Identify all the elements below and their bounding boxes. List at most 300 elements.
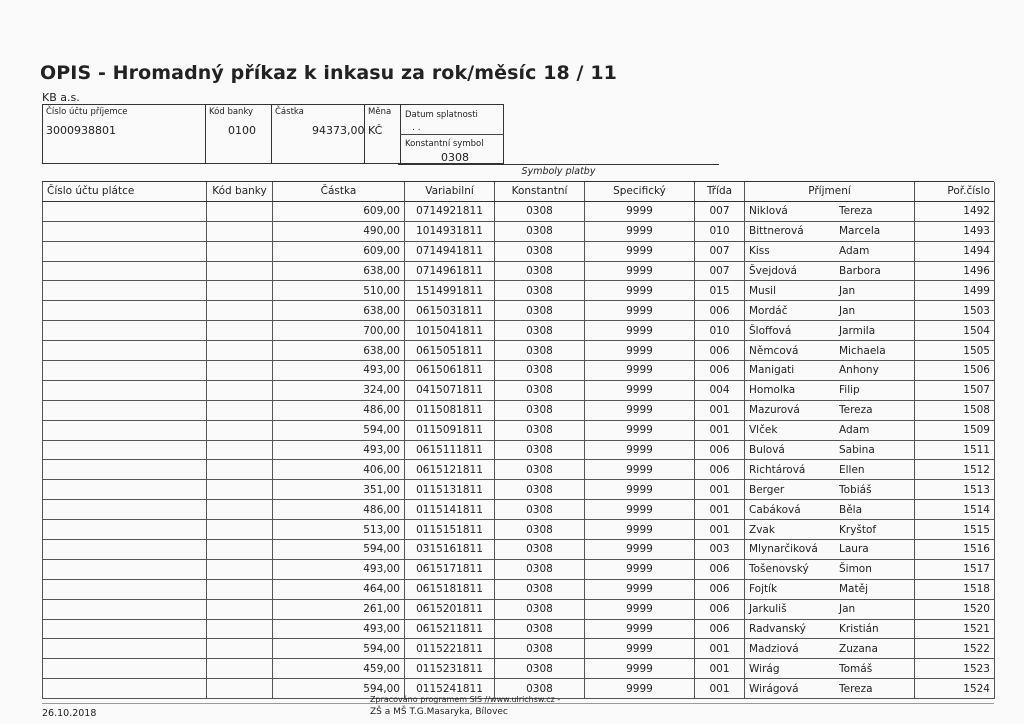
bank-name: KB a.s. (42, 91, 80, 104)
cell-constant-symbol: 0308 (495, 221, 585, 241)
cell-specific-symbol: 9999 (585, 341, 695, 361)
cell-name (745, 460, 915, 480)
cell-payer-account (43, 420, 207, 440)
surname: Mordáč (749, 304, 788, 317)
cell-variable-symbol: 1014931811 (405, 221, 495, 241)
cell-order-number: 1524 (915, 679, 995, 699)
cell-payer-account (43, 361, 207, 381)
recipient-account-value: 3000938801 (46, 124, 116, 137)
cell-amount: 638,00 (273, 261, 405, 281)
table-row (43, 639, 995, 659)
cell-constant-symbol: 0308 (495, 380, 585, 400)
col-header-order-number: Poř.číslo (915, 182, 995, 201)
cell-specific-symbol: 9999 (585, 221, 695, 241)
recipient-account-label: Číslo účtu příjemce (46, 107, 128, 117)
cell-name (745, 281, 915, 301)
cell-bank-code (207, 639, 273, 659)
cell-name (745, 520, 915, 540)
cell-variable-symbol: 0615181811 (405, 579, 495, 599)
surname: Madziová (749, 642, 799, 655)
cell-class: 006 (695, 440, 745, 460)
cell-name (745, 221, 915, 241)
cell-payer-account (43, 520, 207, 540)
cell-name (745, 599, 915, 619)
cell-specific-symbol: 9999 (585, 599, 695, 619)
cell-class: 003 (695, 540, 745, 560)
surname: Kiss (749, 245, 770, 258)
cell-variable-symbol: 0714921811 (405, 201, 495, 221)
cell-order-number: 1512 (915, 460, 995, 480)
cell-class: 007 (695, 241, 745, 261)
cell-constant-symbol: 0308 (495, 201, 585, 221)
cell-order-number: 1515 (915, 520, 995, 540)
constant-symbol-label: Konstantní symbol (405, 139, 484, 149)
cell-payer-account (43, 301, 207, 321)
cell-bank-code (207, 559, 273, 579)
cell-amount: 486,00 (273, 400, 405, 420)
cell-specific-symbol: 9999 (585, 579, 695, 599)
table-row (43, 619, 995, 639)
cell-name (745, 500, 915, 520)
cell-order-number: 1493 (915, 221, 995, 241)
table-header-row (43, 182, 995, 201)
cell-class: 006 (695, 559, 745, 579)
cell-amount: 493,00 (273, 559, 405, 579)
cell-amount: 594,00 (273, 420, 405, 440)
cell-constant-symbol: 0308 (495, 579, 585, 599)
cell-constant-symbol: 0308 (495, 261, 585, 281)
cell-specific-symbol: 9999 (585, 440, 695, 460)
col-header-surname: Příjmení (745, 182, 915, 201)
first-name: Barbora (839, 265, 881, 277)
cell-order-number: 1522 (915, 639, 995, 659)
table-row (43, 321, 995, 341)
cell-variable-symbol: 0115241811 (405, 679, 495, 699)
surname: Bittnerová (749, 225, 804, 238)
cell-name (745, 639, 915, 659)
table-row (43, 420, 995, 440)
cell-name (745, 440, 915, 460)
col-header-payer-account: Číslo účtu plátce (43, 182, 207, 201)
cell-name (745, 559, 915, 579)
table-row (43, 659, 995, 679)
surname: Niklová (749, 205, 788, 218)
cell-constant-symbol: 0308 (495, 599, 585, 619)
cell-name (745, 480, 915, 500)
cell-class: 007 (695, 201, 745, 221)
cell-payer-account (43, 639, 207, 659)
surname: Němcová (749, 344, 799, 357)
first-name: Kryštof (839, 523, 877, 536)
cell-order-number: 1507 (915, 380, 995, 400)
cell-name (745, 201, 915, 221)
cell-constant-symbol: 0308 (495, 341, 585, 361)
cell-payer-account (43, 619, 207, 639)
cell-bank-code (207, 261, 273, 281)
cell-constant-symbol: 0308 (495, 361, 585, 381)
cell-bank-code (207, 480, 273, 500)
cell-class: 006 (695, 460, 745, 480)
cell-constant-symbol: 0308 (495, 559, 585, 579)
surname: Radvanský (749, 623, 806, 636)
currency-label: Měna (368, 107, 392, 117)
cell-name (745, 619, 915, 639)
cell-name (745, 420, 915, 440)
cell-name (745, 301, 915, 321)
cell-bank-code (207, 301, 273, 321)
cell-variable-symbol: 0615061811 (405, 361, 495, 381)
cell-name (745, 341, 915, 361)
cell-name (745, 361, 915, 381)
first-name: Tereza (839, 205, 873, 218)
surname: Wirág (749, 662, 780, 675)
first-name: Jan (839, 284, 856, 297)
table-row (43, 361, 995, 381)
cell-specific-symbol: 9999 (585, 520, 695, 540)
cell-class: 001 (695, 639, 745, 659)
cell-order-number: 1496 (915, 261, 995, 281)
surname: Jarkuliš (749, 603, 787, 616)
cell-class: 001 (695, 420, 745, 440)
cell-order-number: 1499 (915, 281, 995, 301)
first-name: Tereza (839, 682, 873, 695)
cell-constant-symbol: 0308 (495, 639, 585, 659)
cell-class: 010 (695, 321, 745, 341)
surname: Mlynarčiková (749, 543, 818, 556)
cell-constant-symbol: 0308 (495, 241, 585, 261)
cell-amount: 351,00 (273, 480, 405, 500)
cell-constant-symbol: 0308 (495, 301, 585, 321)
surname: Musil (749, 284, 777, 297)
first-name: Tobiáš (839, 483, 872, 496)
cell-constant-symbol: 0308 (495, 679, 585, 699)
cell-class: 006 (695, 579, 745, 599)
cell-variable-symbol: 0615201811 (405, 599, 495, 619)
table-row (43, 341, 995, 361)
cell-class: 001 (695, 480, 745, 500)
first-name: Jarmila (839, 324, 876, 337)
cell-payer-account (43, 460, 207, 480)
cell-amount: 486,00 (273, 500, 405, 520)
due-date-divider (400, 134, 504, 135)
cell-order-number: 1523 (915, 659, 995, 679)
cell-specific-symbol: 9999 (585, 500, 695, 520)
cell-variable-symbol: 0115231811 (405, 659, 495, 679)
cell-specific-symbol: 9999 (585, 380, 695, 400)
cell-order-number: 1513 (915, 480, 995, 500)
cell-constant-symbol: 0308 (495, 659, 585, 679)
cell-payer-account (43, 440, 207, 460)
cell-class: 006 (695, 619, 745, 639)
cell-specific-symbol: 9999 (585, 361, 695, 381)
cell-constant-symbol: 0308 (495, 480, 585, 500)
first-name: Sabina (839, 444, 875, 457)
surname: Manigati (749, 364, 795, 377)
cell-payer-account (43, 281, 207, 301)
cell-variable-symbol: 0115091811 (405, 420, 495, 440)
cell-bank-code (207, 201, 273, 221)
cell-specific-symbol: 9999 (585, 241, 695, 261)
cell-bank-code (207, 281, 273, 301)
surname: Homolka (749, 384, 796, 397)
currency-value: KČ (368, 124, 383, 137)
cell-payer-account (43, 579, 207, 599)
cell-constant-symbol: 0308 (495, 420, 585, 440)
cell-payer-account (43, 341, 207, 361)
cell-variable-symbol: 0115081811 (405, 400, 495, 420)
cell-order-number: 1520 (915, 599, 995, 619)
cell-bank-code (207, 579, 273, 599)
cell-class: 007 (695, 261, 745, 281)
cell-variable-symbol: 0615121811 (405, 460, 495, 480)
cell-variable-symbol: 1015041811 (405, 321, 495, 341)
cell-payer-account (43, 679, 207, 699)
cell-specific-symbol: 9999 (585, 201, 695, 221)
cell-variable-symbol: 0714961811 (405, 261, 495, 281)
cell-order-number: 1511 (915, 440, 995, 460)
cell-payer-account (43, 659, 207, 679)
cell-constant-symbol: 0308 (495, 619, 585, 639)
cell-payer-account (43, 380, 207, 400)
table-row (43, 579, 995, 599)
cell-order-number: 1492 (915, 201, 995, 221)
surname: Vlček (749, 424, 778, 437)
cell-bank-code (207, 500, 273, 520)
cell-order-number: 1508 (915, 400, 995, 420)
cell-class: 015 (695, 281, 745, 301)
cell-bank-code (207, 659, 273, 679)
cell-amount: 261,00 (273, 599, 405, 619)
first-name: Zuzana (839, 642, 878, 655)
first-name: Běla (839, 503, 863, 516)
table-body (43, 201, 995, 698)
cell-order-number: 1504 (915, 321, 995, 341)
surname: Tošenovský (749, 563, 809, 576)
cell-name (745, 400, 915, 420)
col-header-class: Třída (695, 182, 745, 201)
cell-amount: 513,00 (273, 520, 405, 540)
cell-constant-symbol: 0308 (495, 520, 585, 540)
table-row (43, 500, 995, 520)
table-row (43, 540, 995, 560)
cell-amount: 700,00 (273, 321, 405, 341)
cell-specific-symbol: 9999 (585, 540, 695, 560)
cell-order-number: 1503 (915, 301, 995, 321)
cell-payer-account (43, 221, 207, 241)
first-name: Marcela (839, 225, 881, 238)
surname: Richtárová (749, 463, 806, 476)
cell-constant-symbol: 0308 (495, 460, 585, 480)
cell-variable-symbol: 0615211811 (405, 619, 495, 639)
cell-amount: 490,00 (273, 221, 405, 241)
cell-specific-symbol: 9999 (585, 420, 695, 440)
cell-constant-symbol: 0308 (495, 400, 585, 420)
cell-payer-account (43, 321, 207, 341)
cell-variable-symbol: 0615171811 (405, 559, 495, 579)
cell-constant-symbol: 0308 (495, 540, 585, 560)
first-name: Jan (839, 603, 856, 616)
cell-amount: 324,00 (273, 380, 405, 400)
cell-variable-symbol: 0615051811 (405, 341, 495, 361)
cell-variable-symbol: 0115151811 (405, 520, 495, 540)
footer-processed-by: Zpracováno programem SIS //www.ulrichsw.cz - (370, 695, 561, 704)
document-date: 26.10.2018 (42, 708, 97, 719)
surname: Berger (749, 483, 785, 496)
table-row (43, 261, 995, 281)
cell-amount: 464,00 (273, 579, 405, 599)
col-header-amount: Částka (273, 182, 405, 201)
surname: Wirágová (749, 682, 799, 695)
col-header-variable: Variabilní (405, 182, 495, 201)
table-row (43, 520, 995, 540)
cell-specific-symbol: 9999 (585, 480, 695, 500)
cell-bank-code (207, 400, 273, 420)
cell-name (745, 261, 915, 281)
cell-order-number: 1505 (915, 341, 995, 361)
cell-bank-code (207, 520, 273, 540)
cell-bank-code (207, 599, 273, 619)
cell-class: 006 (695, 361, 745, 381)
cell-specific-symbol: 9999 (585, 321, 695, 341)
first-name: Matěj (839, 583, 868, 596)
first-name: Anhony (839, 364, 879, 377)
cell-name (745, 679, 915, 699)
first-name: Tereza (839, 404, 873, 417)
cell-specific-symbol: 9999 (585, 559, 695, 579)
table-row (43, 559, 995, 579)
cell-order-number: 1514 (915, 500, 995, 520)
cell-class: 006 (695, 599, 745, 619)
cell-constant-symbol: 0308 (495, 281, 585, 301)
cell-constant-symbol: 0308 (495, 321, 585, 341)
cell-name (745, 540, 915, 560)
cell-bank-code (207, 321, 273, 341)
cell-amount: 609,00 (273, 201, 405, 221)
cell-amount: 493,00 (273, 619, 405, 639)
cell-payer-account (43, 400, 207, 420)
first-name: Šimon (839, 563, 872, 576)
cell-bank-code (207, 440, 273, 460)
cell-variable-symbol: 0714941811 (405, 241, 495, 261)
cell-class: 001 (695, 520, 745, 540)
table-row (43, 599, 995, 619)
table-row (43, 301, 995, 321)
first-name: Laura (839, 543, 869, 556)
cell-payer-account (43, 500, 207, 520)
cell-amount: 510,00 (273, 281, 405, 301)
cell-order-number: 1517 (915, 559, 995, 579)
cell-variable-symbol: 0315161811 (405, 540, 495, 560)
cell-amount: 406,00 (273, 460, 405, 480)
cell-amount: 594,00 (273, 540, 405, 560)
surname: Šloffová (749, 324, 792, 337)
cell-bank-code (207, 679, 273, 699)
due-date-value: . . (412, 123, 421, 133)
table-row (43, 281, 995, 301)
cell-bank-code (207, 619, 273, 639)
cell-name (745, 659, 915, 679)
cell-amount: 609,00 (273, 241, 405, 261)
table-row (43, 400, 995, 420)
cell-payer-account (43, 559, 207, 579)
cell-variable-symbol: 0115221811 (405, 639, 495, 659)
table-row (43, 460, 995, 480)
cell-variable-symbol: 0415071811 (405, 380, 495, 400)
cell-name (745, 579, 915, 599)
cell-class: 004 (695, 380, 745, 400)
cell-class: 001 (695, 659, 745, 679)
first-name: Adam (839, 424, 870, 437)
cell-class: 001 (695, 400, 745, 420)
cell-specific-symbol: 9999 (585, 679, 695, 699)
cell-specific-symbol: 9999 (585, 619, 695, 639)
cell-amount: 493,00 (273, 440, 405, 460)
cell-variable-symbol: 0615031811 (405, 301, 495, 321)
surname: Zvak (749, 523, 775, 536)
cell-amount: 638,00 (273, 301, 405, 321)
cell-variable-symbol: 0615111811 (405, 440, 495, 460)
cell-payer-account (43, 201, 207, 221)
cell-specific-symbol: 9999 (585, 261, 695, 281)
cell-class: 010 (695, 221, 745, 241)
first-name: Filip (839, 384, 860, 397)
table-row (43, 380, 995, 400)
cell-constant-symbol: 0308 (495, 440, 585, 460)
table-row (43, 201, 995, 221)
cell-variable-symbol: 1514991811 (405, 281, 495, 301)
cell-class: 001 (695, 679, 745, 699)
cell-specific-symbol: 9999 (585, 301, 695, 321)
cell-payer-account (43, 261, 207, 281)
cell-variable-symbol: 0115141811 (405, 500, 495, 520)
first-name: Adam (839, 245, 870, 258)
cell-name (745, 241, 915, 261)
cell-order-number: 1506 (915, 361, 995, 381)
cell-class: 006 (695, 301, 745, 321)
surname: Fojtík (749, 583, 778, 596)
cell-bank-code (207, 380, 273, 400)
cell-amount: 638,00 (273, 341, 405, 361)
cell-amount: 459,00 (273, 659, 405, 679)
surname: Bulová (749, 444, 785, 457)
cell-specific-symbol: 9999 (585, 639, 695, 659)
cell-bank-code (207, 540, 273, 560)
payments-table (42, 182, 995, 699)
table-row (43, 221, 995, 241)
first-name: Tomáš (839, 662, 873, 675)
symbols-group-label: Symboly platby (521, 166, 596, 177)
footer-school-name: ZŠ a MŠ T.G.Masaryka, Bílovec (370, 707, 508, 717)
cell-specific-symbol: 9999 (585, 659, 695, 679)
col-header-constant: Konstantní (495, 182, 585, 201)
page-title: OPIS - Hromadný příkaz k inkasu za rok/měsíc 18 / 11 (40, 62, 617, 84)
cell-bank-code (207, 361, 273, 381)
bank-code-value: 0100 (228, 124, 256, 137)
cell-payer-account (43, 241, 207, 261)
cell-amount: 594,00 (273, 679, 405, 699)
col-header-bank-code: Kód banky (207, 182, 273, 201)
cell-payer-account (43, 480, 207, 500)
amount-label: Částka (275, 107, 304, 117)
cell-class: 001 (695, 500, 745, 520)
constant-symbol-value: 0308 (441, 151, 469, 164)
cell-bank-code (207, 341, 273, 361)
cell-bank-code (207, 221, 273, 241)
cell-payer-account (43, 540, 207, 560)
amount-value: 94373,00 (312, 124, 365, 137)
cell-specific-symbol: 9999 (585, 281, 695, 301)
cell-bank-code (207, 460, 273, 480)
